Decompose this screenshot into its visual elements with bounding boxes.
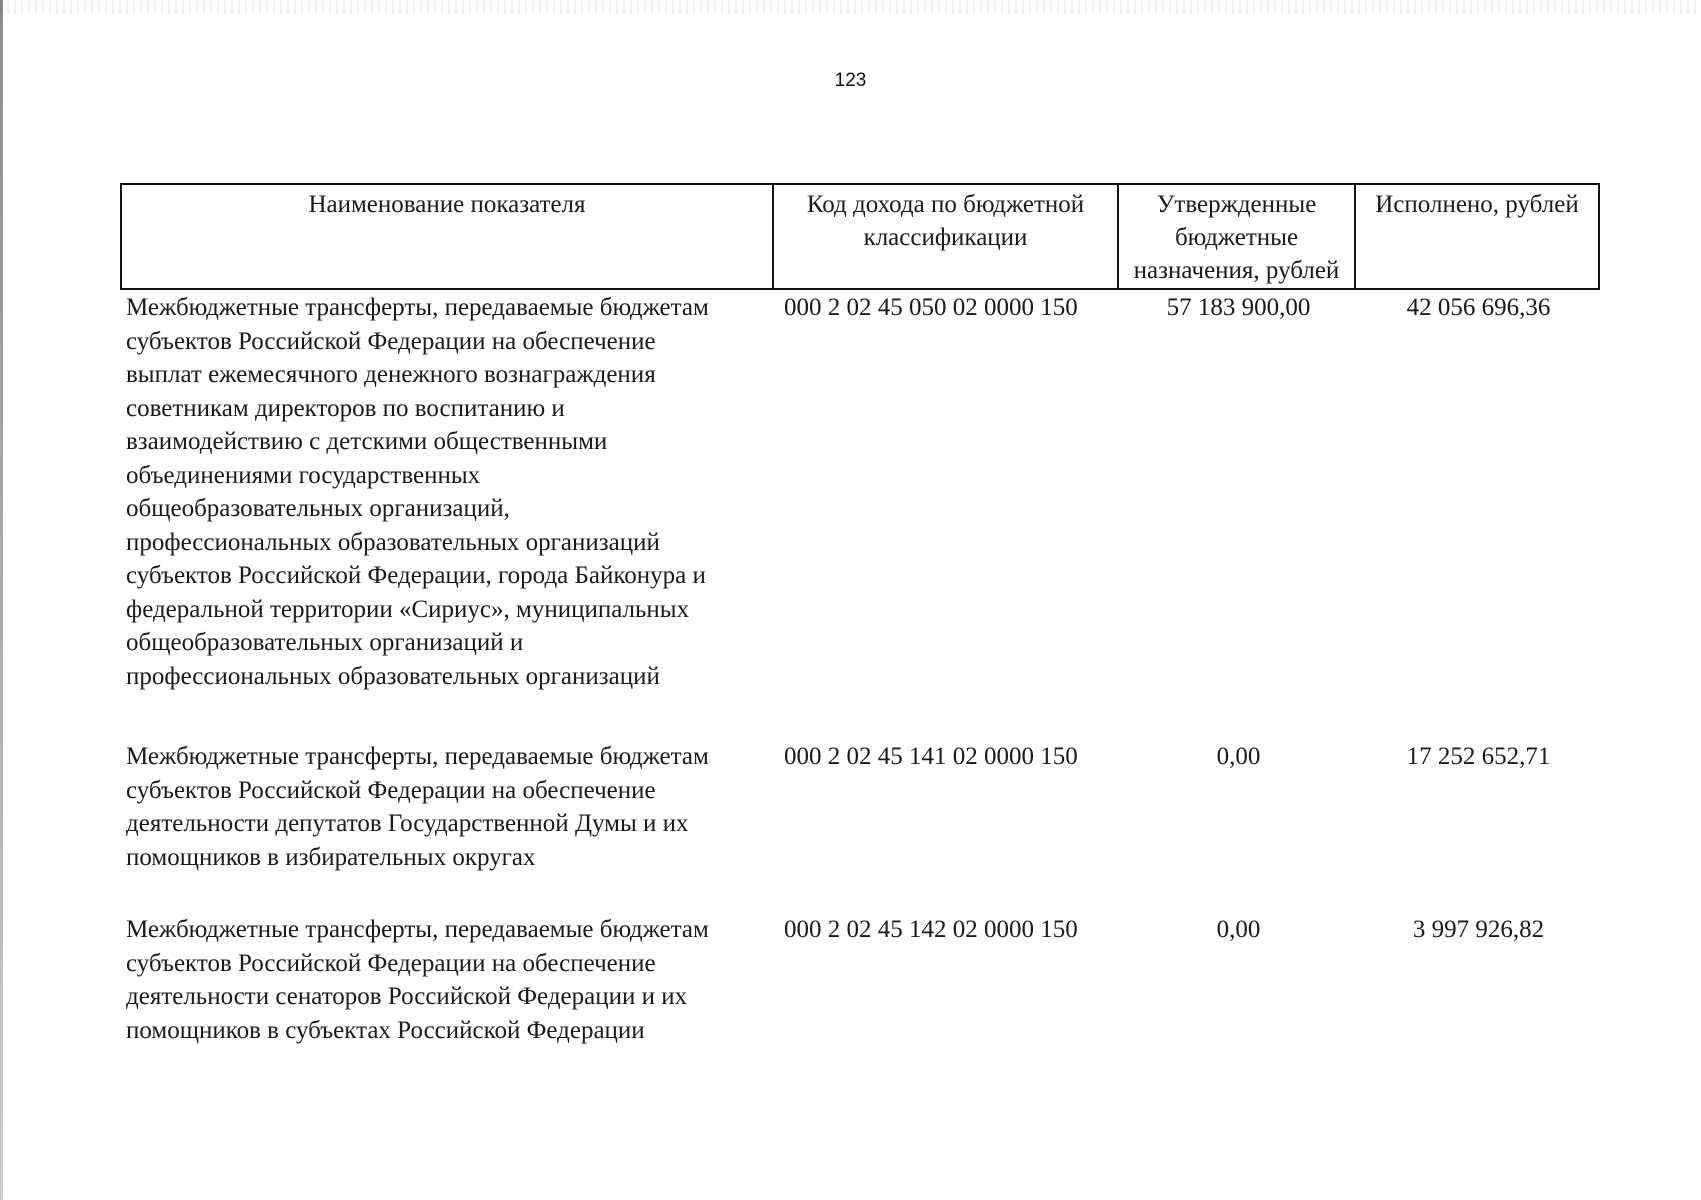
header-approved-amount: Утвержденные бюджетные назначения, рублей: [1119, 185, 1356, 288]
approved-amount: 0,00: [1216, 916, 1261, 943]
executed-amount: 3 997 926,82: [1412, 916, 1545, 943]
indicator-name: Межбюджетные трансферты, передаваемые бюджетам субъектов Российской Федерации на обеспечение выплат ежемесячного денежного вознаграждения советникам директоров по воспитанию и взаимодействию с детскими общественными объединениями государственных общеобразовательных организаций, профессиональных образовательных организаций субъектов Российской Федерации, города Байконура и федеральной территории «Сириус», муниципальных общеобразовательных организаций и профессиональных образовательных организаций: [126, 294, 709, 690]
indicator-name: Межбюджетные трансферты, передаваемые бюджетам субъектов Российской Федерации на обеспечение деятельности депутатов Государственной Думы и их помощников в избирательных округах: [126, 743, 709, 871]
indicator-name: Межбюджетные трансферты, передаваемые бюджетам субъектов Российской Федерации на обеспечение деятельности сенаторов Российской Федерации и их помощников в субъектах Российской Федерации: [126, 916, 709, 1044]
executed-amount: 42 056 696,36: [1406, 294, 1551, 321]
table-header: [120, 183, 1600, 290]
income-code: 000 2 02 45 050 02 0000 150: [784, 294, 1078, 321]
approved-amount: 0,00: [1216, 743, 1261, 770]
income-code: 000 2 02 45 141 02 0000 150: [784, 743, 1078, 770]
header-indicator-name: Наименование показателя: [122, 185, 774, 288]
approved-amount: 57 183 900,00: [1166, 294, 1311, 321]
header-income-code: Код дохода по бюджетной классификации: [774, 185, 1119, 288]
scan-edge-left: [0, 0, 3, 1200]
scan-edge-top: [0, 0, 1701, 14]
income-code: 000 2 02 45 142 02 0000 150: [784, 916, 1078, 943]
executed-amount: 17 252 652,71: [1406, 743, 1551, 770]
page-number: 123: [834, 70, 867, 91]
header-executed-amount: Исполнено, рублей: [1375, 191, 1579, 218]
